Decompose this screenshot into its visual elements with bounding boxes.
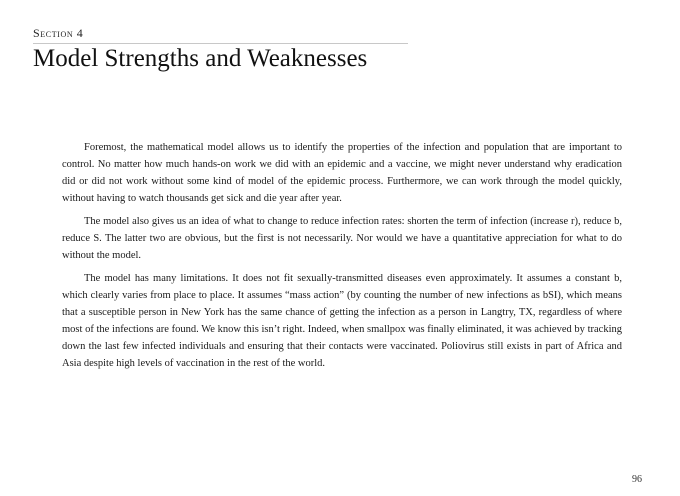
paragraph-1: Foremost, the mathematical model allows us to identify the properties of the infection and population that are important to control. No matter how much hands-on work we did with an epidemic and a vaccine, we might never understand why eradication did or did not work without some kind of model of the epidemic process. Furthermore, we can work through the model quickly, without having to watch thousands get sick and die year after year. <box>62 142 622 204</box>
page-number: 96 <box>632 474 642 485</box>
paragraph-2: The model also gives us an idea of what to change to reduce infection rates: shorten the term of infection (increase r), reduce b, reduce S. The latter two are obvious, but the first is not necessarily. Nor would we have a quantitative appreciation for what to do without the model. <box>62 216 622 261</box>
page-title: Model Strengths and Weaknesses <box>33 45 368 72</box>
section-label: Section 4 <box>33 26 84 40</box>
body-text <box>62 139 622 378</box>
paragraph-3: The model has many limitations. It does not fit sexually-transmitted diseases even approximately. It assumes a constant b, which clearly varies from place to place. It assumes “mass action” (by counting the number of new infections as bSI), which means that a susceptible person in New York has the same chance of getting the infection as a person in Langtry, TX, regardless of where most of the infections are found. We know this isn’t right. Indeed, when smallpox was finally eliminated, it was achieved by tracking down the last few infected individuals and ensuring that their contacts were vaccinated. Poliovirus still exists in part of Africa and Asia despite high levels of vaccination in the rest of the world. <box>62 273 622 369</box>
